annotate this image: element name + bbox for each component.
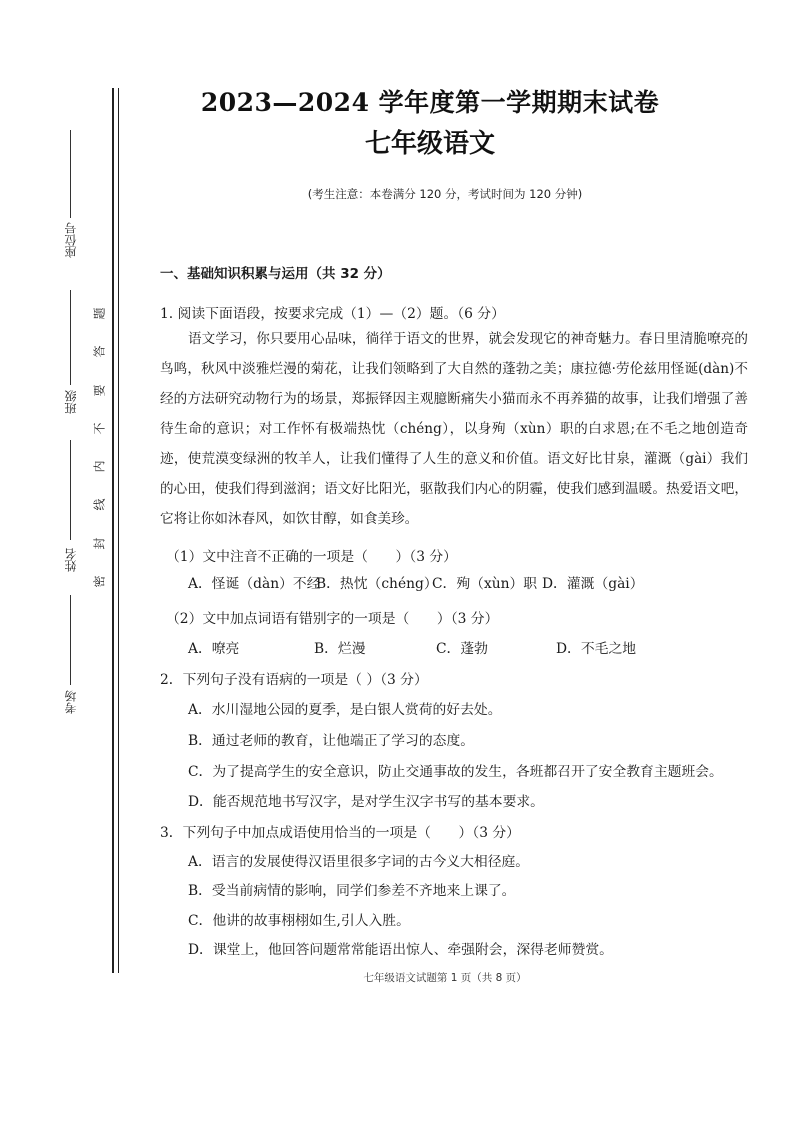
q3-option-b[interactable]: B．受当前病情的影响，同学们参差不齐地来上课了。 xyxy=(188,883,516,899)
exam-notice: (考生注意：本卷满分 120 分，考试时间为 120 分钟) xyxy=(307,187,583,201)
seat-number-blank[interactable] xyxy=(70,130,71,218)
q2-option-b[interactable]: B．通过老师的教育，让他端正了学习的态度。 xyxy=(188,733,475,749)
q1-sub1-options xyxy=(188,572,644,592)
option-c[interactable]: C．殉（xùn）职 xyxy=(432,576,538,592)
page-footer: 七年级语文试题第 1 页（共 8 页） xyxy=(363,972,527,984)
option-a[interactable]: A．嘹亮 xyxy=(188,641,240,657)
binding-line-inner xyxy=(118,88,119,973)
q2-option-d[interactable]: D．能否规范地书写汉字，是对学生汉字书写的基本要求。 xyxy=(188,794,544,810)
option-d[interactable]: D．灌溉（gài） xyxy=(542,576,644,592)
q3-option-c[interactable]: C．他讲的故事栩栩如生,引人入胜。 xyxy=(188,913,410,929)
seal-line-notice xyxy=(92,305,106,590)
seal-char: 答 xyxy=(92,345,107,358)
name-blank[interactable] xyxy=(70,440,71,540)
seal-char: 线 xyxy=(92,498,107,511)
class-blank[interactable] xyxy=(70,290,71,385)
option-d[interactable]: D．不毛之地 xyxy=(556,641,637,657)
q1-sub1-stem: （1）文中注音不正确的一项是（ ）（3 分） xyxy=(166,549,457,565)
exam-room-blank[interactable] xyxy=(70,595,71,685)
q3-option-d[interactable]: D．课堂上，他回答问题常常能语出惊人、牵强附会，深得老师赞赏。 xyxy=(188,942,613,958)
option-c[interactable]: C．蓬勃 xyxy=(436,641,488,657)
q1-sub2-options xyxy=(188,637,636,657)
q3-option-a[interactable]: A．语言的发展使得汉语里很多字词的古今义大相径庭。 xyxy=(188,854,530,870)
q1-passage: 语文学习，你只要用心品味，徜徉于语文的世界，就会发现它的神奇魅力。春日里清脆嘹亮的鸟鸣，秋风中淡雅烂漫的菊花，让我们领略到了大自然的蓬勃之美；康拉德·劳伦兹用怪诞(dàn)不经的方法研究动物行为的场景，郑振铎因主观臆断痛失小猫而永不再养猫的故事，让我们增强了善待生命的意识；对工作怀有极端热忱（chéng），以身殉（xùn）职的白求恩;在不毛之地创造奇迹，使荒漠变绿洲的牧羊人，让我们懂得了人生的意义和价值。语文好比甘泉，灌溉（gài）我们的心田，使我们得到滋润；语文好比阳光，驱散我们内心的阴霾，使我们感到温暖。热爱语文吧，它将让你如沐春风，如饮甘醇，如食美珍。 xyxy=(160,331,748,527)
exam-subtitle: 七年级语文 xyxy=(364,129,495,159)
q1-stem: 1. 阅读下面语段，按要求完成（1）—（2）题。（6 分） xyxy=(160,306,505,322)
q1-sub2-stem: （2）文中加点词语有错别字的一项是（ ）（3 分） xyxy=(166,611,499,627)
seal-char: 密 xyxy=(92,575,107,588)
seat-number-label: 座位号 xyxy=(64,222,78,258)
binding-line-outer xyxy=(112,88,114,973)
section-heading: 一、基础知识积累与运用（共 32 分） xyxy=(160,266,391,282)
seal-char: 要 xyxy=(92,384,107,397)
exam-room-label: 考场 xyxy=(64,690,78,714)
exam-title: 2023—2024 学年度第一学期期末试卷 xyxy=(200,88,660,117)
seal-char: 不 xyxy=(92,422,107,435)
seal-char: 内 xyxy=(92,460,107,473)
option-b[interactable]: B．烂漫 xyxy=(314,641,366,657)
q3-stem: 3．下列句子中加点成语使用恰当的一项是（ ）（3 分） xyxy=(160,825,520,841)
q2-option-c[interactable]: C．为了提高学生的安全意识，防止交通事故的发生，各班都召开了安全教育主题班会。 xyxy=(188,764,723,780)
name-label: 姓名 xyxy=(64,548,78,572)
q2-stem: 2．下列句子没有语病的一项是（ ）（3 分） xyxy=(160,672,428,688)
option-a[interactable]: A．怪诞（dàn）不经 xyxy=(188,576,321,592)
option-b[interactable]: B．热忱（chéng） xyxy=(316,576,438,592)
seal-char: 封 xyxy=(92,537,107,550)
seal-char: 题 xyxy=(92,307,107,320)
q2-option-a[interactable]: A．水川湿地公园的夏季，是白银人赏荷的好去处。 xyxy=(188,702,502,718)
class-label: 班级 xyxy=(64,390,78,414)
